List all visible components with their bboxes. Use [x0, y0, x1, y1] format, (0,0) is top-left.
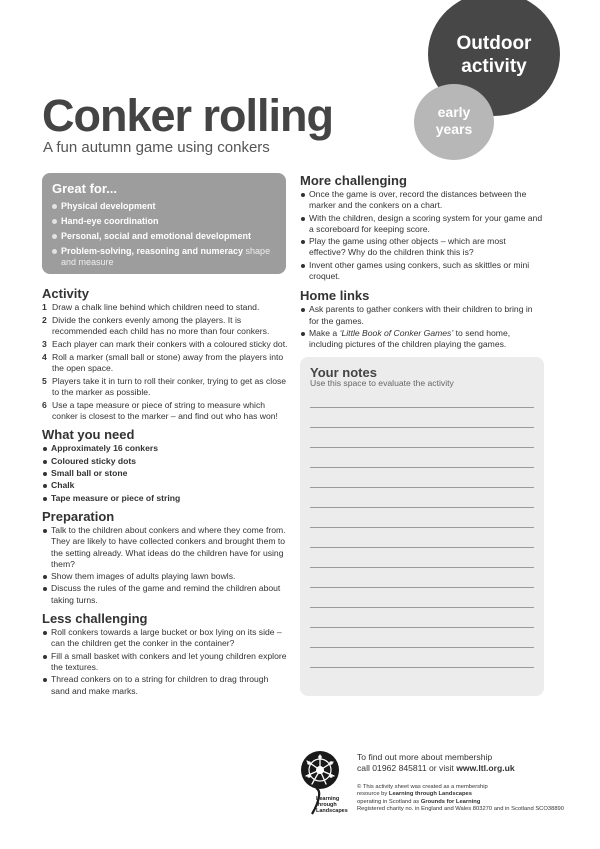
age-badge-line-1: early — [437, 104, 471, 120]
list-item: Problem-solving, reasoning and numeracy shape and measure — [52, 246, 278, 268]
footer-credits: © This activity sheet was created as a membership resource by Learning through Landscapes operating in Scotland as Grounds for Learning Registered charity no. in England and Wales 803270 and in Scotland SCO38890 — [357, 784, 564, 813]
list-item: 2 Divide the conkers evenly among the players. It is recommended each child has no more than four conkers. — [42, 314, 270, 337]
home-links-list — [300, 304, 544, 350]
list-item: Invent other games using conkers, such as skittles or mini croquet. — [300, 260, 544, 283]
notes-line[interactable] — [310, 567, 534, 568]
notes-line[interactable] — [310, 547, 534, 548]
what-you-need-list — [42, 443, 288, 503]
list-item: 1 Draw a chalk line behind which children need to stand. — [42, 302, 260, 312]
notes-line[interactable] — [310, 467, 534, 468]
less-challenging-list — [42, 627, 288, 697]
footer-line-2: call 01962 845811 or visit www.ltl.org.uk — [357, 763, 515, 773]
notes-line[interactable] — [310, 527, 534, 528]
great-for-box — [42, 173, 286, 274]
early-years-badge — [414, 84, 494, 160]
list-item: Show them images of adults playing lawn bowls. — [42, 571, 288, 582]
notes-line[interactable] — [310, 647, 534, 648]
notes-line[interactable] — [310, 627, 534, 628]
notes-line[interactable] — [310, 507, 534, 508]
list-item: Small ball or stone — [42, 468, 288, 479]
left-column — [42, 286, 288, 698]
activity-steps — [42, 302, 288, 422]
notes-subtitle: Use this space to evaluate the activity — [310, 378, 454, 388]
list-item: Thread conkers on to a string for children to drag through sand and make marks. — [42, 674, 288, 697]
activity-heading: Activity — [42, 286, 89, 301]
list-item: Coloured sticky dots — [42, 456, 288, 467]
notes-line[interactable] — [310, 487, 534, 488]
list-item: Roll conkers towards a large bucket or box lying on its side – can the children get the conker in the container? — [42, 627, 288, 650]
more-challenging-heading: More challenging — [300, 173, 407, 188]
list-item: Hand-eye coordination — [52, 216, 278, 227]
list-item: Discuss the rules of the game and remind the children about taking turns. — [42, 583, 288, 606]
notes-heading: Your notes — [310, 365, 377, 380]
notes-line[interactable] — [310, 607, 534, 608]
notes-panel — [300, 357, 544, 696]
badge-line-2: activity — [461, 56, 527, 77]
website-link[interactable]: www.ltl.org.uk — [456, 763, 515, 773]
list-item: Play the game using other objects – which are most effective? Why do the children think this is? — [300, 236, 544, 259]
age-badge-line-2: years — [435, 121, 473, 137]
list-item: Tape measure or piece of string — [42, 493, 288, 504]
list-item: 6 Use a tape measure or piece of string to measure which conker is closest to the marker – and find out who has won! — [42, 399, 278, 422]
page-subtitle: A fun autumn game using conkers — [43, 139, 270, 156]
list-item: Approximately 16 conkers — [42, 443, 288, 454]
list-item: Talk to the children about conkers and where they come from. They are likely to have collected conkers and brought them to the setting already. What ideas do the children have for using them? — [42, 525, 288, 570]
notes-line[interactable] — [310, 667, 534, 668]
list-item: Fill a small basket with conkers and let young children explore the textures. — [42, 651, 288, 674]
less-challenging-heading: Less challenging — [42, 611, 148, 627]
home-links-heading: Home links — [300, 288, 370, 304]
footer-membership — [357, 752, 515, 774]
footer-line-1: To find out more about membership — [357, 752, 493, 762]
list-item: Ask parents to gather conkers with their children to bring in for the games. — [300, 304, 544, 327]
list-item: Personal, social and emotional development — [52, 231, 278, 242]
right-column — [300, 173, 544, 352]
more-challenging-list — [300, 189, 544, 282]
notes-line[interactable] — [310, 407, 534, 408]
list-item: Chalk — [42, 480, 288, 491]
list-item: Make a ‘Little Book of Conker Games’ to send home, including pictures of the children playing the games. — [300, 328, 544, 351]
list-item: 5 Players take it in turn to roll their conker, trying to get as close to the marker as possible. — [42, 375, 287, 398]
notes-line[interactable] — [310, 447, 534, 448]
preparation-heading: Preparation — [42, 508, 115, 524]
great-for-list — [52, 201, 278, 272]
list-item: With the children, design a scoring system for your game and a scoreboard for keeping score. — [300, 213, 544, 236]
badge-line-1: Outdoor — [456, 33, 532, 54]
great-for-heading: Great for... — [52, 181, 118, 196]
list-item: 4 Roll a marker (small ball or stone) away from the players into the open space. — [42, 351, 284, 373]
what-you-need-heading: What you need — [42, 427, 135, 443]
logo-wordmark: Learning through Landscapes — [316, 796, 348, 814]
notes-line[interactable] — [310, 427, 534, 428]
notes-line[interactable] — [310, 587, 534, 588]
preparation-list — [42, 525, 288, 606]
list-item: Once the game is over, record the distances between the marker and the conkers on a chart. — [300, 189, 544, 212]
list-item: 3 Each player can mark their conkers with a coloured sticky dot. — [42, 338, 288, 349]
list-item: Physical development — [52, 201, 278, 212]
page-title: Conker rolling — [42, 90, 334, 141]
